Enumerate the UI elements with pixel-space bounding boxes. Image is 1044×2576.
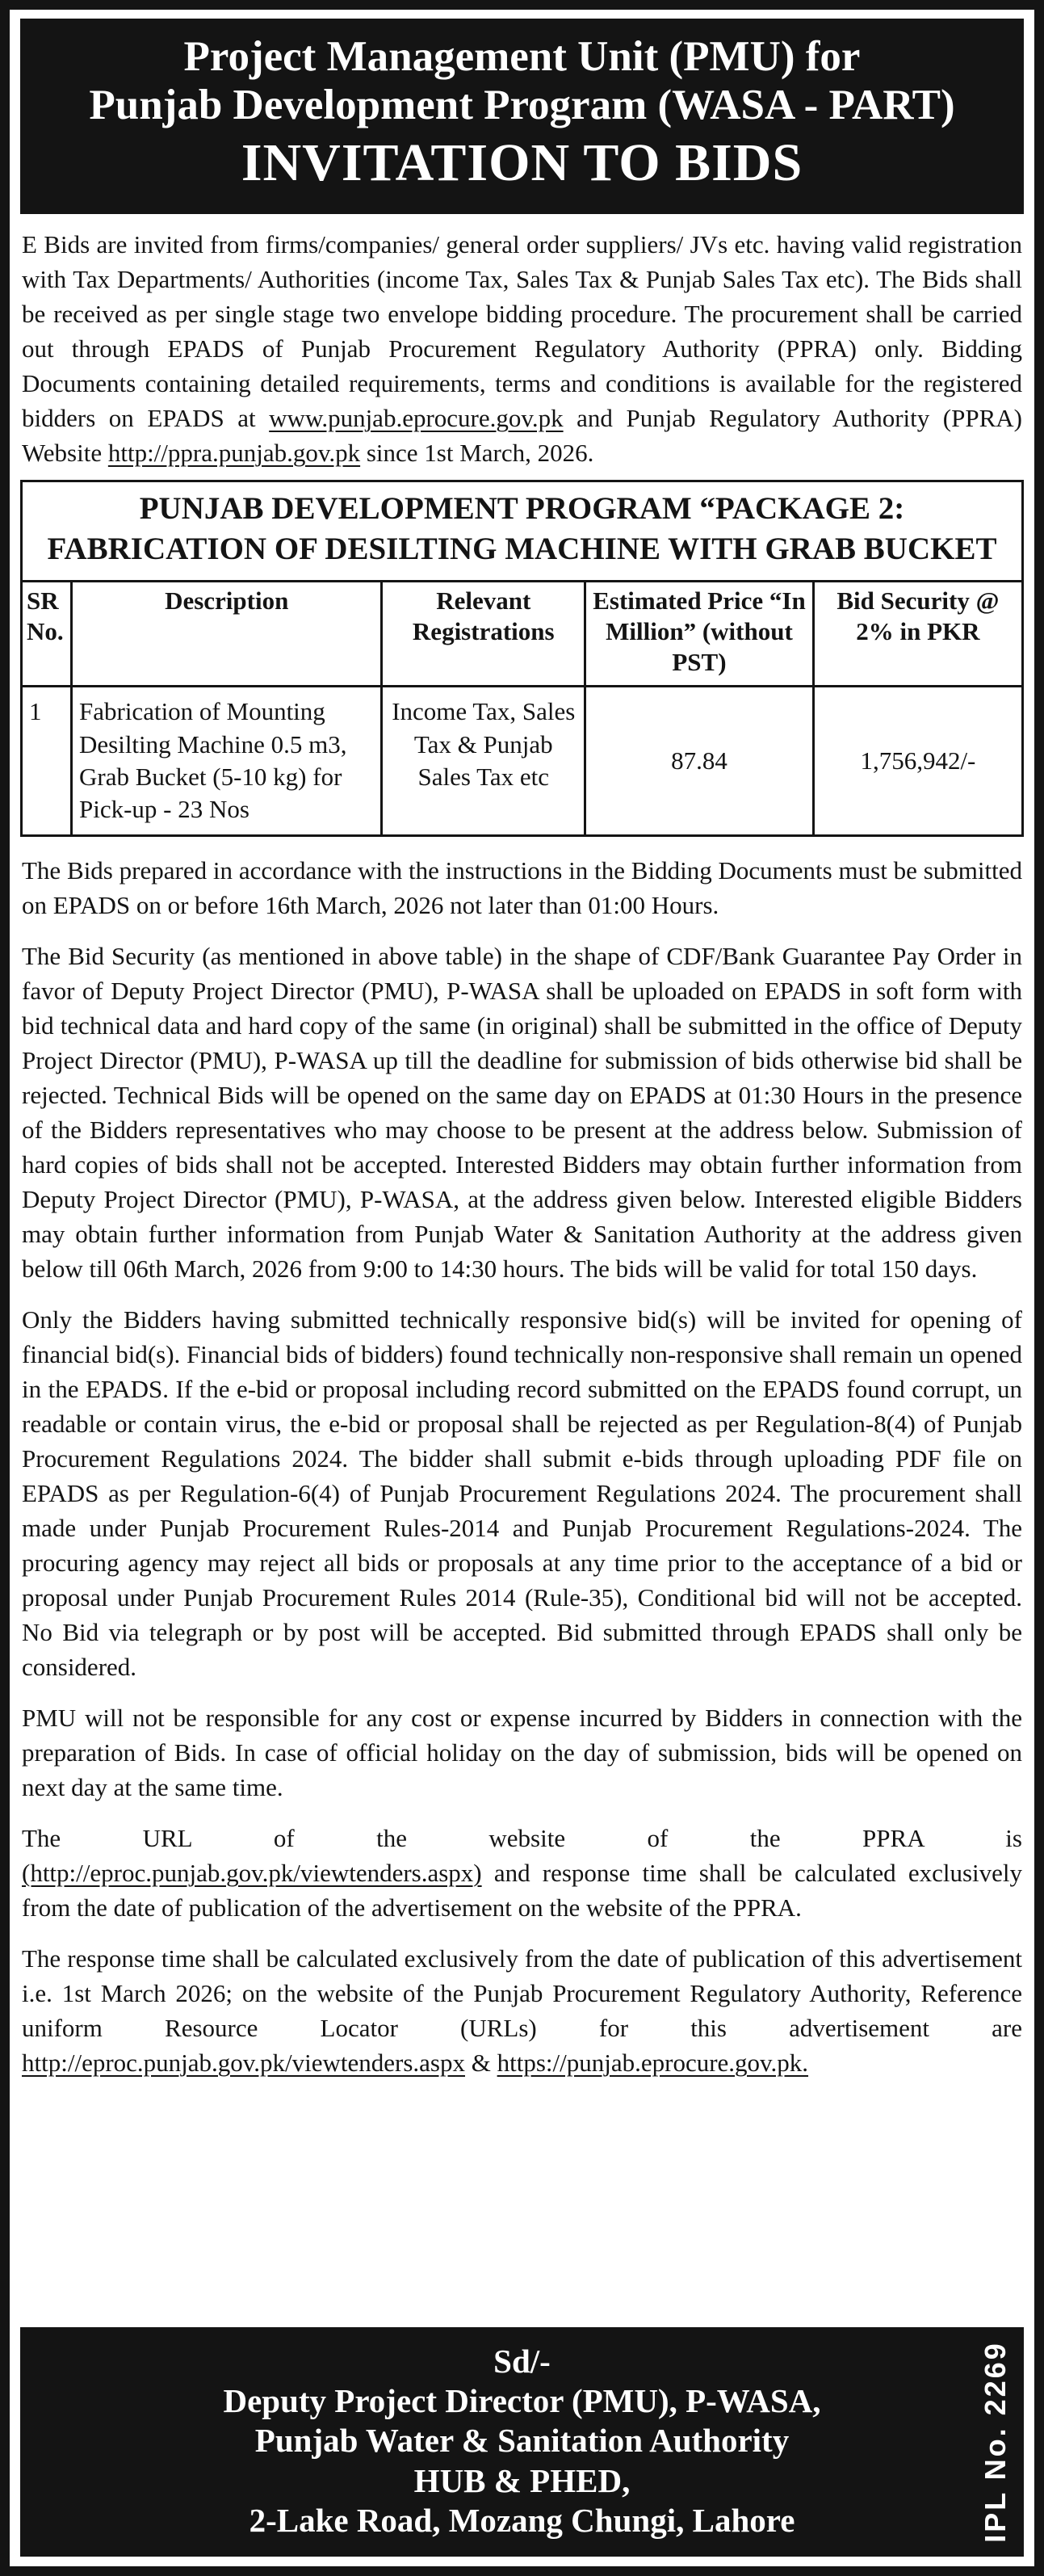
text-run: & — [464, 2048, 497, 2077]
bid-package-table — [20, 480, 1024, 837]
col-header-bid-security: Bid Security @ 2% in PKR — [813, 582, 1022, 687]
cell-sr-no: 1 — [22, 687, 72, 835]
cost-disclaimer-paragraph — [22, 1700, 1022, 1805]
table-title-line1: PUNJAB DEVELOPMENT PROGRAM “PACKAGE 2: — [139, 490, 905, 526]
text-run: E Bids are invited from firms/companies/ general order suppliers/ JVs etc. having valid registration with Tax Departments/ Authorities (income Tax, Sales Tax & Punjab Sales Tax etc). The Bids shall be received as per single stage two envelope bidding procedure. The procurement shall be carried out through EPADS of Punjab Procurement Regulatory Authority (PPRA) only. Bidding Documents containing detailed requirements, terms and conditions is available for the registered bidders on EPADS at — [22, 229, 1022, 432]
text-run: PMU will not be responsible for any cost or expense incurred by Bidders in connection with the preparation of Bids. In case of official holiday on the day of submission, bids will be opened on next day at the same time. — [22, 1703, 1022, 1801]
signatory-authority: Punjab Water & Sanitation Authority — [254, 2422, 790, 2460]
response-time-paragraph — [22, 1941, 1022, 2080]
cell-bid-security: 1,756,942/- — [813, 687, 1022, 835]
ipl-number: IPL No. 2269 — [978, 2341, 1012, 2543]
url-link[interactable]: http://ppra.punjab.gov.pk — [107, 438, 361, 467]
table-title-row — [22, 481, 1023, 581]
intro-paragraph — [22, 227, 1022, 470]
org-title-line1: Project Management Unit (PMU) for — [183, 33, 861, 80]
col-header-sr-no: SR No. — [22, 582, 72, 687]
url-link[interactable]: https://punjab.eprocure.gov.pk. — [497, 2048, 809, 2077]
url-link[interactable]: http://eproc.punjab.gov.pk/viewtenders.aspx — [22, 2048, 465, 2077]
table-header-row — [22, 582, 1023, 687]
signature-panel — [20, 2327, 1024, 2557]
signatory-title: Deputy Project Director (PMU), P-WASA, — [223, 2382, 821, 2420]
table-title — [22, 481, 1023, 581]
col-header-description: Description — [72, 582, 382, 687]
text-run: The response time shall be calculated exclusively from the date of publication of this advertisement i.e. 1st March 2026; on the website of the Punjab Procurement Regulatory Authority, Reference uniform Resource Locator (URLs) for this advertisement are — [22, 1944, 1022, 2042]
signatory-department: HUB & PHED, — [413, 2461, 631, 2499]
technical-evaluation-paragraph — [22, 1302, 1022, 1684]
col-header-relevant-registrations: Relevant Registrations — [382, 582, 585, 687]
text-run: and Punjab Regulatory Authority (PPRA) Website — [22, 403, 1022, 467]
invitation-to-bids-title: INVITATION TO BIDS — [241, 132, 803, 192]
table-title-line2: FABRICATION OF DESILTING MACHINE WITH GRAB BUCKET — [47, 532, 997, 567]
ppra-url-paragraph — [22, 1821, 1022, 1925]
col-header-estimated-price: Estimated Price “In Million” (without PST) — [585, 582, 814, 687]
cell-estimated-price: 87.84 — [585, 687, 814, 835]
url-link[interactable]: www.punjab.eprocure.gov.pk — [269, 403, 564, 432]
text-run: The Bids prepared in accordance with the instructions in the Bidding Documents must be submitted on EPADS on or before 16th March, 2026 not later than 01:00 Hours. — [22, 855, 1022, 919]
signature-sd: Sd/- — [493, 2343, 551, 2381]
text-run: and response time shall be calculated exclusively from the date of publication of the advertisement on the website of the PPRA. — [22, 1858, 1022, 1922]
cell-description: Fabrication of Mounting Desilting Machine 0.5 m3, Grab Bucket (5-10 kg) for Pick-up - 23 Nos — [72, 687, 382, 835]
table-row — [22, 687, 1023, 835]
cell-registrations: Income Tax, Sales Tax & Punjab Sales Tax etc — [382, 687, 585, 835]
submission-deadline-paragraph — [22, 853, 1022, 922]
text-run: since 1st March, 2026. — [360, 438, 594, 467]
url-link[interactable]: (http://eproc.punjab.gov.pk/viewtenders.aspx) — [22, 1858, 482, 1887]
text-run: The URL of the website of the PPRA is — [22, 1823, 1022, 1852]
bid-security-paragraph — [22, 939, 1022, 1286]
org-title-line2: Punjab Development Program (WASA - PART) — [89, 81, 955, 128]
text-run: The Bid Security (as mentioned in above table) in the shape of CDF/Bank Guarantee Pay Order in favor of Deputy Project Director (PMU), P-WASA shall be uploaded on EPADS in soft form with bid technical data and hard copy of the same (in original) shall be submitted in the office of Deputy Project Director (PMU), P-WASA up till the deadline for submission of bids otherwise bid shall be rejected. Technical Bids will be opened on the same day on EPADS at 01:30 Hours in the presence of the Bidders representatives who may choose to be present at the address below. Submission of hard copies of bids shall not be accepted. Interested Bidders may obtain further information from Deputy Project Director (PMU), P-WASA, at the address given below. Interested eligible Bidders may obtain further information from Punjab Water & Sanitation Authority at the address given below till 06th March, 2026 from 9:00 to 14:30 hours. The bids will be valid for total 150 days. — [22, 941, 1022, 1283]
text-run: Only the Bidders having submitted technically responsive bid(s) will be invited for opening of financial bid(s). Financial bids of bidders) found technically non-responsive shall remain un opened in the EPADS. If the e-bid or proposal including record submitted on the EPADS found corrupt, un readable or contain virus, the e-bid or proposal shall be rejected as per Regulation-8(4) of Punjab Procurement Regulations 2024. The bidder shall submit e-bids through uploading PDF file on EPADS as per Regulation-6(4) of Punjab Procurement Regulations 2024. The procurement shall made under Punjab Procurement Rules-2014 and Punjab Procurement Regulations-2024. The procuring agency may reject all bids or proposals at any time prior to the acceptance of a bid or proposal under Punjab Procurement Rules 2014 (Rule-35), Conditional bid will not be accepted. No Bid via telegraph or by post will be accepted. Bid submitted through EPADS shall only be considered. — [22, 1305, 1022, 1681]
header-banner — [20, 19, 1024, 214]
signatory-address: 2-Lake Road, Mozang Chungi, Lahore — [249, 2501, 795, 2539]
